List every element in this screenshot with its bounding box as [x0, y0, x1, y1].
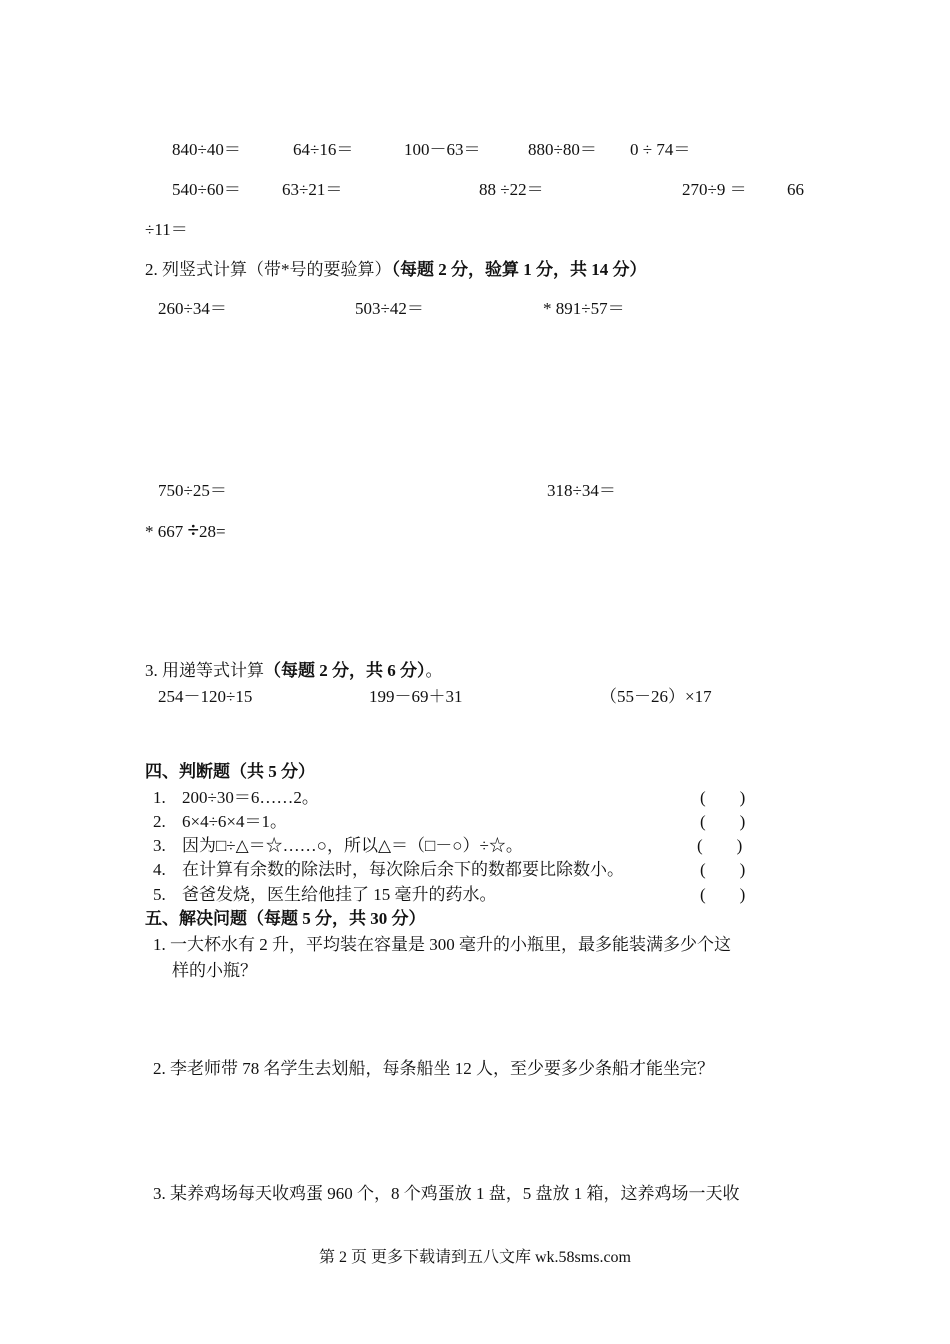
judge-item-text: 爸爸发烧，医生给他挂了 15 毫升的药水。 [182, 885, 497, 904]
section-2-title-text: 2. 列竖式计算（带*号的要验算） [145, 260, 392, 279]
vertical-calc-item: 750÷25＝ [158, 481, 227, 500]
section-3-title [145, 660, 443, 682]
oral-calc-item: 540÷60＝ [172, 180, 241, 199]
judge-item-text: 因为□÷△＝☆……○，所以△＝（□－○）÷☆。 [182, 836, 523, 855]
section-4-title: 四、判断题（共 5 分） [145, 762, 315, 781]
judge-item-number: 3. [153, 836, 166, 855]
answer-blank[interactable]: ( ) [700, 860, 746, 879]
oral-calc-wrap: ÷11＝ [145, 220, 188, 239]
answer-blank[interactable]: ( ) [700, 812, 746, 831]
step-calc-item: 254－120÷15 [158, 687, 253, 706]
judge-item-number: 5. [153, 885, 166, 904]
vertical-calc-item: 318÷34＝ [547, 481, 616, 500]
section-3-title-text: 3. 用递等式计算 [145, 661, 264, 680]
oral-calc-item: 100－63＝ [404, 140, 481, 159]
judge-item-number: 2. [153, 812, 166, 831]
oral-calc-item: 270÷9 ＝ [682, 180, 747, 199]
oral-calc-item: 64÷16＝ [293, 140, 354, 159]
vertical-calc-item: * 891÷57＝ [543, 299, 625, 318]
word-problem-2: 2. 李老师带 78 名学生去划船，每条船坐 12 人，至少要多少条船才能坐完？ [153, 1059, 714, 1078]
step-calc-item: （55－26）×17 [600, 687, 712, 706]
vertical-calc-item: 260÷34＝ [158, 299, 227, 318]
oral-calc-item: 840÷40＝ [172, 140, 241, 159]
judge-item-text: 200÷30＝6……2。 [182, 788, 319, 807]
section-2-title [145, 259, 647, 281]
word-problem-1-line-2: 样的小瓶？ [172, 961, 257, 980]
section-5-title: 五、解决问题（每题 5 分，共 30 分） [145, 909, 426, 928]
answer-blank[interactable]: ( ) [697, 836, 743, 855]
answer-blank[interactable]: ( ) [700, 788, 746, 807]
judge-item-number: 1. [153, 788, 166, 807]
judge-item-text: 在计算有余数的除法时，每次除后余下的数都要比除数小。 [182, 860, 624, 879]
step-calc-item: 199－69＋31 [369, 687, 463, 706]
division-sign: ÷ [187, 518, 200, 542]
judge-item-text: 6×4÷6×4＝1。 [182, 812, 288, 831]
vertical-calc-item [145, 519, 226, 543]
oral-calc-item: 63÷21＝ [282, 180, 343, 199]
vertical-calc-item: 503÷42＝ [355, 299, 424, 318]
word-problem-1-line-1: 1. 一大杯水有 2 升，平均装在容量是 300 毫升的小瓶里，最多能装满多少个这 [153, 935, 731, 954]
section-3-title-tail: 。 [425, 661, 443, 680]
oral-calc-item: 0 ÷ 74＝ [630, 140, 691, 159]
oral-calc-item: 880÷80＝ [528, 140, 597, 159]
judge-item-number: 4. [153, 860, 166, 879]
section-2-score: （每题 2 分，验算 1 分，共 14 分） [391, 260, 647, 279]
oral-calc-item: 88 ÷22＝ [479, 180, 544, 199]
vertical-calc-divisor: 28= [199, 522, 226, 541]
vertical-calc-dividend: * 667 [145, 522, 184, 541]
page-footer: 第 2 页 更多下载请到五八文库 wk.58sms.com [318, 1249, 631, 1266]
answer-blank[interactable]: ( ) [700, 885, 746, 904]
section-3-score: （每题 2 分，共 6 分） [264, 661, 426, 680]
word-problem-3: 3. 某养鸡场每天收鸡蛋 960 个，8 个鸡蛋放 1 盘，5 盘放 1 箱，这养鸡场一天收 [153, 1184, 740, 1203]
oral-calc-item: 66 [787, 180, 804, 199]
